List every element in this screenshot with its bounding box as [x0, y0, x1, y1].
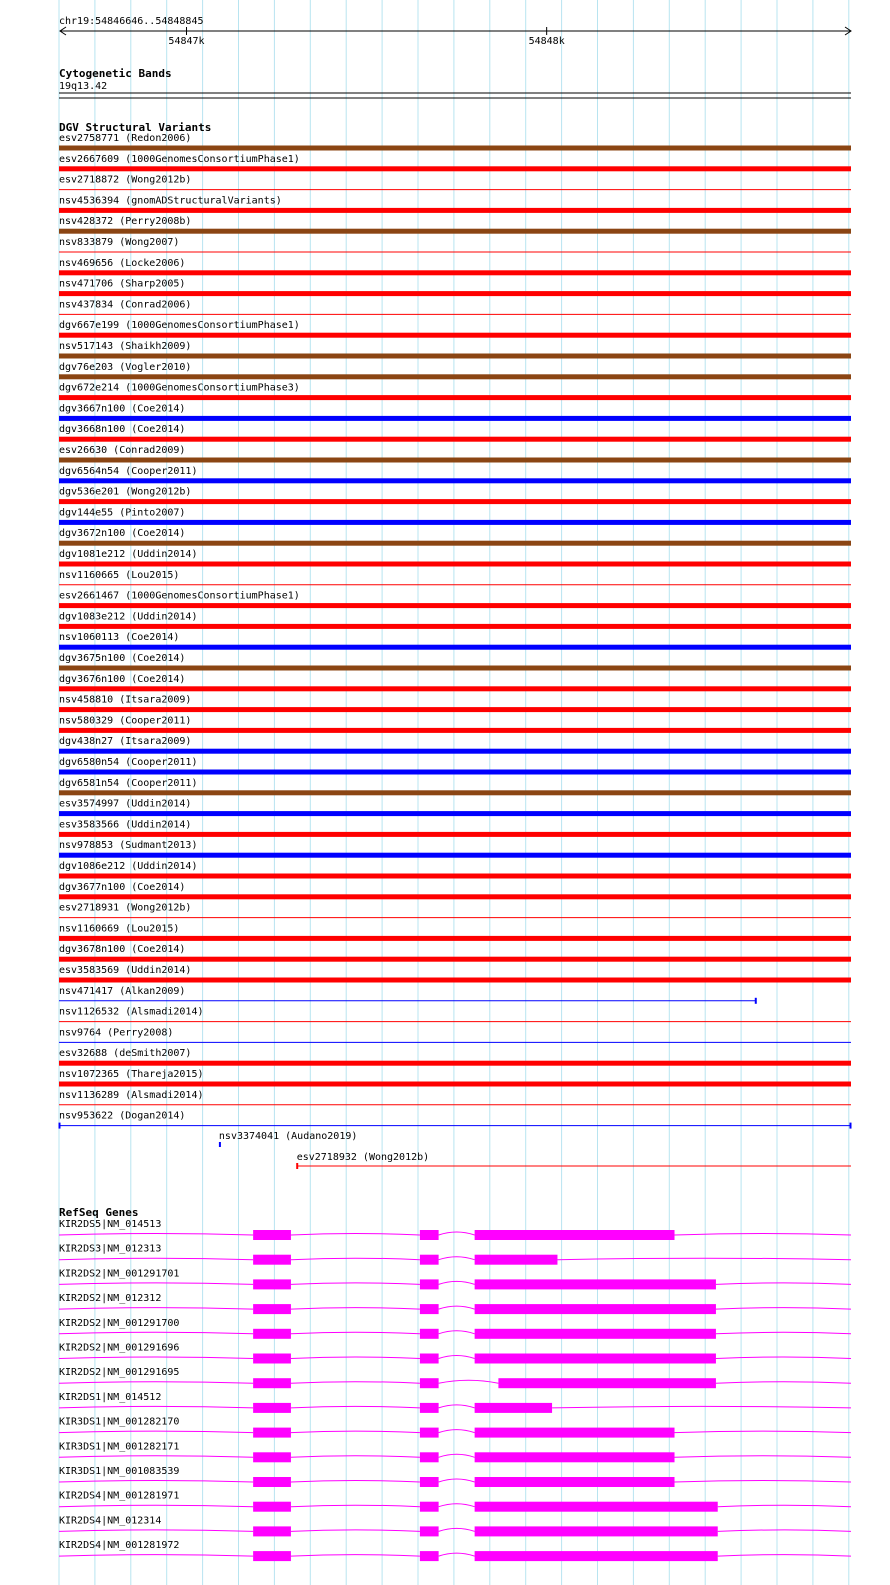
refseq-exon: [253, 1378, 291, 1388]
refseq-exon: [475, 1526, 718, 1536]
dgv-variant-label: nsv428372 (Perry2008b): [59, 216, 192, 228]
dgv-variant[interactable]: [59, 674, 851, 692]
refseq-intron-line: [59, 1479, 851, 1482]
dgv-variant[interactable]: [59, 611, 851, 629]
refseq-exon: [475, 1230, 675, 1240]
dgv-variant[interactable]: [59, 695, 851, 713]
dgv-variant-bar: [59, 354, 851, 359]
dgv-variant-label: nsv458810 (Itsara2009): [59, 694, 192, 706]
dgv-variant-label: dgv1081e212 (Uddin2014): [59, 549, 198, 560]
dgv-variant-label: nsv1160665 (Lou2015): [59, 569, 180, 581]
dgv-variant[interactable]: [59, 1027, 851, 1042]
dgv-variant-label: dgv6581n54 (Cooper2011): [59, 777, 198, 789]
dgv-variant-label: nsv471417 (Alkan2009): [59, 985, 186, 997]
dgv-variant-bar: [59, 416, 851, 421]
dgv-variant[interactable]: [59, 403, 851, 421]
dgv-variant[interactable]: [59, 944, 851, 962]
dgv-variant[interactable]: [59, 861, 851, 879]
refseq-exon: [475, 1428, 675, 1438]
refseq-exon: [420, 1304, 439, 1314]
dgv-variant-bar: [59, 374, 851, 379]
refseq-gene[interactable]: [59, 1540, 851, 1561]
refseq-gene-label: KIR2DS3|NM_012313: [59, 1243, 162, 1255]
dgv-variant-bar: [59, 978, 851, 983]
refseq-intron-line: [59, 1553, 851, 1556]
dgv-variant-label: nsv437834 (Conrad2006): [59, 299, 192, 311]
dgv-variant-bar: [219, 1142, 221, 1147]
dgv-variant[interactable]: [59, 383, 851, 401]
refseq-gene[interactable]: [59, 1441, 851, 1462]
refseq-exon: [475, 1354, 716, 1364]
dgv-variant[interactable]: [59, 549, 851, 567]
dgv-variant-bar: [59, 562, 851, 567]
dgv-variant-label: dgv3678n100 (Coe2014): [59, 944, 186, 956]
dgv-variant-label: nsv1126532 (Alsmadi2014): [59, 1006, 204, 1018]
dgv-variant-bar: [59, 874, 851, 879]
cytoband-track-title: Cytogenetic Bands: [59, 67, 172, 80]
dgv-variant-label: nsv469656 (Locke2006): [59, 257, 186, 269]
refseq-exon: [253, 1255, 291, 1265]
dgv-variant-label: nsv978853 (Sudmant2013): [59, 840, 198, 852]
dgv-variant-bar: [59, 270, 851, 275]
dgv-variant-bar: [59, 728, 851, 733]
dgv-variant-label: nsv517143 (Shaikh2009): [59, 341, 192, 352]
refseq-gene[interactable]: [59, 1491, 851, 1512]
dgv-variant[interactable]: [59, 258, 851, 276]
refseq-exon: [475, 1279, 716, 1289]
refseq-gene[interactable]: [59, 1466, 851, 1487]
refseq-exon: [420, 1526, 439, 1536]
refseq-exon: [253, 1502, 291, 1512]
dgv-variant-label: esv3583569 (Uddin2014): [59, 965, 192, 976]
refseq-exon: [253, 1526, 291, 1536]
dgv-variant-label: nsv833879 (Wong2007): [59, 237, 180, 248]
refseq-exon: [475, 1304, 716, 1314]
refseq-exon: [420, 1279, 439, 1289]
refseq-gene[interactable]: [59, 1515, 851, 1536]
refseq-gene-label: KIR2DS2|NM_001291701: [59, 1268, 180, 1280]
dgv-variant-bar: [59, 811, 851, 816]
refseq-exon: [253, 1551, 291, 1561]
refseq-intron-line: [59, 1331, 851, 1334]
refseq-intron-line: [59, 1430, 851, 1433]
refseq-exon: [253, 1354, 291, 1364]
dgv-variant[interactable]: [59, 715, 851, 733]
dgv-variant[interactable]: [59, 237, 851, 252]
dgv-variant[interactable]: [297, 1152, 851, 1169]
refseq-gene[interactable]: [59, 1343, 851, 1364]
dgv-variant-label: dgv76e203 (Vogler2010): [59, 361, 192, 373]
refseq-gene[interactable]: [59, 1268, 851, 1289]
refseq-gene-label: KIR2DS2|NM_001291695: [59, 1367, 180, 1379]
dgv-variant[interactable]: [59, 923, 851, 941]
refseq-track: [59, 1206, 851, 1561]
refseq-intron-line: [59, 1380, 851, 1383]
refseq-exon: [253, 1329, 291, 1339]
dgv-variant[interactable]: [59, 216, 851, 234]
dgv-variant[interactable]: [59, 965, 851, 983]
refseq-exon: [420, 1452, 439, 1462]
dgv-variant-label: esv2718872 (Wong2012b): [59, 174, 192, 186]
dgv-variant-bar: [59, 520, 851, 525]
dgv-variant-label: esv3574997 (Uddin2014): [59, 798, 192, 810]
dgv-variant-label: esv2718932 (Wong2012b): [296, 1152, 430, 1163]
ruler-tick-label-54848k: 54848k: [528, 36, 565, 47]
dgv-variant-label: esv3583566 (Uddin2014): [59, 819, 192, 831]
dgv-variant-label: dgv3668n100 (Coe2014): [59, 424, 186, 436]
refseq-exon: [420, 1403, 439, 1413]
refseq-gene-label: KIR2DS2|NM_012312: [59, 1293, 162, 1305]
dgv-variant[interactable]: [59, 362, 851, 380]
dgv-variant-label: esv2718931 (Wong2012b): [59, 902, 192, 914]
refseq-gene-label: KIR2DS5|NM_014513: [59, 1219, 162, 1230]
ruler-tick-label-54847k: 54847k: [168, 36, 205, 47]
refseq-track-title: RefSeq Genes: [59, 1206, 139, 1219]
dgv-variant-bar: [59, 603, 851, 608]
dgv-variant[interactable]: [59, 778, 851, 796]
refseq-intron-line: [59, 1504, 851, 1507]
dgv-variant-label: dgv1083e212 (Uddin2014): [59, 611, 198, 623]
refseq-exon: [475, 1477, 675, 1487]
dgv-variant-label: esv2667609 (1000GenomesConsortiumPhase1): [59, 153, 300, 165]
dgv-variant[interactable]: [59, 133, 851, 151]
dgv-variant[interactable]: [59, 986, 756, 1004]
dgv-variant[interactable]: [59, 424, 851, 442]
dgv-variant-label: nsv471706 (Sharp2005): [59, 278, 186, 290]
refseq-intron-line: [59, 1257, 851, 1260]
refseq-gene-label: KIR2DS4|NM_001281971: [59, 1490, 180, 1502]
refseq-intron-line: [59, 1232, 851, 1235]
dgv-variant-bar: [59, 437, 851, 442]
refseq-exon: [420, 1477, 439, 1487]
dgv-variant-bar: [59, 957, 851, 962]
refseq-gene-label: KIR3DS1|NM_001083539: [59, 1466, 180, 1477]
refseq-exon: [420, 1502, 439, 1512]
dgv-variant-bar: [59, 686, 851, 691]
refseq-gene[interactable]: [59, 1219, 851, 1240]
refseq-intron-line: [59, 1405, 851, 1408]
dgv-variant[interactable]: [59, 445, 851, 463]
refseq-exon: [475, 1255, 558, 1265]
dgv-variant[interactable]: [59, 341, 851, 359]
dgv-variant[interactable]: [59, 299, 851, 314]
dgv-variant-bar: [59, 832, 851, 837]
dgv-track-title: DGV Structural Variants: [59, 121, 212, 134]
refseq-exon: [420, 1551, 439, 1561]
refseq-exon: [420, 1428, 439, 1438]
refseq-gene-label: KIR2DS2|NM_001291696: [59, 1342, 180, 1354]
dgv-variant-bar: [59, 395, 851, 400]
refseq-exon: [420, 1329, 439, 1339]
dgv-variant-bar: [59, 208, 851, 213]
dgv-variant-bar: [59, 541, 851, 546]
dgv-variant-label: nsv1072365 (Thareja2015): [59, 1069, 204, 1080]
dgv-variant[interactable]: [59, 840, 851, 858]
dgv-variant-bar: [59, 1061, 851, 1066]
dgv-variant[interactable]: [59, 1048, 851, 1066]
dgv-variant[interactable]: [59, 591, 851, 609]
dgv-variant-label: nsv580329 (Cooper2011): [59, 715, 192, 727]
refseq-gene[interactable]: [59, 1244, 851, 1265]
dgv-variant-label: nsv953622 (Dogan2014): [59, 1110, 186, 1122]
refseq-exon: [475, 1551, 718, 1561]
dgv-variant-label: nsv1060113 (Coe2014): [59, 632, 180, 644]
cytoband-track: [59, 67, 851, 98]
dgv-variant[interactable]: [59, 757, 851, 775]
dgv-variant-bar: [59, 478, 851, 483]
dgv-variant[interactable]: [59, 487, 851, 505]
refseq-gene-label: KIR2DS4|NM_001281972: [59, 1540, 180, 1552]
refseq-gene[interactable]: [59, 1392, 851, 1413]
dgv-variant-label: esv26630 (Conrad2009): [59, 445, 186, 456]
dgv-variant-label: nsv3374041 (Audano2019): [218, 1131, 358, 1142]
dgv-variant-bar: [59, 624, 851, 629]
dgv-variant[interactable]: [59, 1007, 851, 1022]
dgv-variant-label: dgv3676n100 (Coe2014): [59, 673, 186, 685]
refseq-gene[interactable]: [59, 1318, 851, 1339]
dgv-variant[interactable]: [219, 1131, 357, 1147]
dgv-variant-label: dgv3667n100 (Coe2014): [59, 403, 186, 415]
refseq-gene[interactable]: [59, 1293, 851, 1314]
dgv-variant-bar: [59, 146, 851, 151]
dgv-variant-label: dgv3677n100 (Coe2014): [59, 881, 186, 893]
dgv-variant[interactable]: [59, 1069, 851, 1087]
dgv-variant-bar: [59, 749, 851, 754]
region-label: chr19:54846646..54848845: [59, 16, 204, 27]
refseq-intron-line: [59, 1454, 851, 1457]
dgv-track: [59, 121, 851, 1169]
refseq-exon: [498, 1378, 716, 1388]
refseq-exon: [475, 1403, 552, 1413]
dgv-variant[interactable]: [59, 903, 851, 918]
dgv-variant-bar: [59, 458, 851, 463]
refseq-gene-label: KIR2DS4|NM_012314: [59, 1515, 162, 1527]
dgv-variant-bar: [59, 707, 851, 712]
dgv-variant-bar: [59, 645, 851, 650]
dgv-variant-label: dgv6580n54 (Cooper2011): [59, 757, 198, 768]
refseq-exon: [253, 1279, 291, 1289]
refseq-exon: [253, 1403, 291, 1413]
dgv-variant-label: dgv1086e212 (Uddin2014): [59, 861, 198, 872]
refseq-exon: [253, 1477, 291, 1487]
dgv-variant-label: dgv667e199 (1000GenomesConsortiumPhase1): [59, 320, 300, 332]
cytoband-label: 19q13.42: [59, 81, 108, 92]
refseq-exon: [253, 1452, 291, 1462]
dgv-variant-label: esv32688 (deSmith2007): [59, 1048, 192, 1060]
refseq-intron-line: [59, 1528, 851, 1531]
dgv-variant[interactable]: [59, 154, 851, 172]
refseq-exon: [475, 1329, 716, 1339]
dgv-variant[interactable]: [59, 570, 851, 585]
refseq-exon: [253, 1428, 291, 1438]
dgv-variant-label: nsv4536394 (gnomADStructuralVariants): [59, 195, 282, 207]
refseq-exon: [420, 1255, 439, 1265]
refseq-exon: [420, 1230, 439, 1240]
dgv-variant-label: esv2661467 (1000GenomesConsortiumPhase1): [59, 590, 300, 602]
dgv-variant-label: dgv672e214 (1000GenomesConsortiumPhase3): [59, 382, 300, 394]
dgv-variant-bar: [59, 229, 851, 234]
dgv-variant[interactable]: [59, 279, 851, 297]
dgv-variant-bar: [59, 291, 851, 296]
dgv-variant-bar: [59, 790, 851, 795]
refseq-exon: [253, 1230, 291, 1240]
dgv-variant-bar: [59, 166, 851, 171]
dgv-variant-label: nsv9764 (Perry2008): [59, 1027, 174, 1039]
dgv-variant[interactable]: [59, 507, 851, 525]
dgv-variant[interactable]: [59, 466, 851, 484]
dgv-variant-bar: [59, 936, 851, 941]
refseq-intron-line: [59, 1306, 851, 1309]
dgv-variant-label: dgv3675n100 (Coe2014): [59, 653, 186, 664]
refseq-gene[interactable]: [59, 1367, 851, 1388]
dgv-variant[interactable]: [59, 819, 851, 837]
dgv-variant[interactable]: [59, 799, 851, 817]
dgv-variant-bar: [59, 770, 851, 775]
dgv-variant-label: dgv144e55 (Pinto2007): [59, 507, 186, 519]
refseq-intron-line: [59, 1281, 851, 1284]
dgv-variant[interactable]: [59, 1090, 851, 1105]
dgv-variant-bar: [59, 666, 851, 671]
refseq-gene-label: KIR3DS1|NM_001282171: [59, 1441, 180, 1453]
dgv-variant-bar: [59, 333, 851, 338]
dgv-variant-label: dgv438n27 (Itsara2009): [59, 736, 192, 748]
refseq-gene-label: KIR2DS1|NM_014512: [59, 1391, 162, 1403]
dgv-variant[interactable]: [59, 632, 851, 650]
refseq-exon: [475, 1502, 718, 1512]
refseq-intron-line: [59, 1356, 851, 1359]
dgv-variant-label: dgv6564n54 (Cooper2011): [59, 465, 198, 477]
ruler-track: [59, 16, 851, 47]
refseq-gene-label: KIR3DS1|NM_001282170: [59, 1416, 180, 1428]
dgv-variant-label: esv2758771 (Redon2006): [59, 133, 192, 144]
dgv-variant-label: nsv1160669 (Lou2015): [59, 923, 180, 935]
dgv-variant[interactable]: [59, 175, 851, 190]
dgv-variant-bar: [59, 499, 851, 504]
dgv-variant[interactable]: [59, 736, 851, 754]
refseq-exon: [420, 1354, 439, 1364]
dgv-variant[interactable]: [59, 195, 851, 213]
dgv-variant[interactable]: [59, 653, 851, 671]
dgv-variant[interactable]: [59, 320, 851, 338]
dgv-variant[interactable]: [59, 528, 851, 546]
refseq-exon: [253, 1304, 291, 1314]
dgv-variant-label: nsv1136289 (Alsmadi2014): [59, 1089, 204, 1101]
dgv-variant-bar: [59, 894, 851, 899]
refseq-gene[interactable]: [59, 1417, 851, 1438]
refseq-gene-label: KIR2DS2|NM_001291700: [59, 1317, 180, 1329]
dgv-variant-bar: [59, 1082, 851, 1087]
refseq-exon: [475, 1452, 675, 1462]
dgv-variant-label: dgv3672n100 (Coe2014): [59, 528, 186, 540]
refseq-exon: [420, 1378, 439, 1388]
dgv-variant-label: dgv536e201 (Wong2012b): [59, 486, 192, 498]
dgv-variant[interactable]: [59, 882, 851, 900]
dgv-variant-bar: [59, 853, 851, 858]
dgv-variant[interactable]: [59, 1111, 851, 1129]
